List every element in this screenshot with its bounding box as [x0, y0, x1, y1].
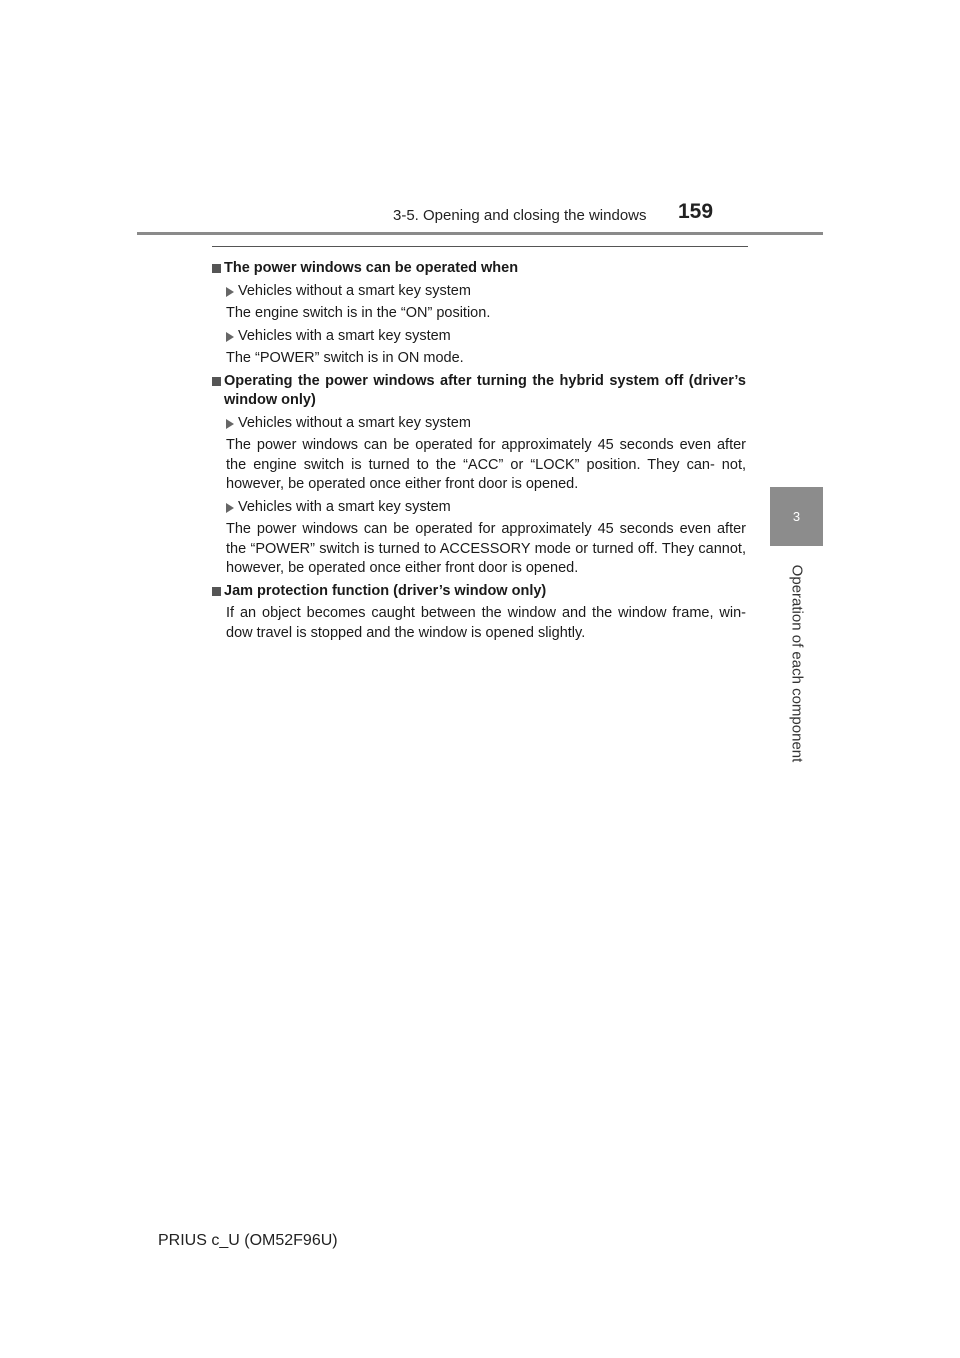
triangle-bullet-icon — [226, 419, 234, 429]
section-rule — [212, 246, 748, 247]
chapter-strip — [770, 546, 823, 780]
triangle-bullet-icon — [226, 503, 234, 513]
page-number: 159 — [678, 200, 714, 223]
chapter-title-container — [770, 546, 823, 780]
paragraph: The “POWER” switch is in ON mode. — [226, 350, 464, 366]
list-item — [212, 282, 746, 302]
square-bullet-icon — [212, 587, 221, 596]
bullet-text: Vehicles with a smart key system — [238, 327, 451, 344]
square-bullet-icon — [212, 264, 221, 273]
footer-model-code: PRIUS c_U (OM52F96U) — [158, 1232, 338, 1249]
header-section-title: 3-5. Opening and closing the windows — [393, 207, 647, 224]
section-heading — [212, 372, 746, 411]
list-item — [212, 414, 746, 434]
page-content — [212, 256, 746, 643]
header-rule — [137, 232, 823, 235]
bullet-text: Vehicles with a smart key system — [238, 498, 451, 515]
chapter-tab: 3 — [770, 487, 823, 546]
paragraph: The power windows can be operated for approximately 45 seconds even after the “POWER” switch is turned to ACCESSORY mode or turned off. They cannot, however, be operated once either front door is opened. — [226, 521, 746, 576]
section-heading — [212, 259, 746, 279]
bullet-text: Vehicles without a smart key system — [238, 282, 471, 299]
paragraph: The engine switch is in the “ON” position. — [226, 305, 491, 321]
square-bullet-icon — [212, 377, 221, 386]
triangle-bullet-icon — [226, 287, 234, 297]
chapter-title: Operation of each component — [788, 564, 806, 762]
triangle-bullet-icon — [226, 332, 234, 342]
paragraph: The power windows can be operated for approximately 45 seconds even after the engine switch is turned to the “ACC” or “LOCK” position. They can- not, however, be operated once either front door is opened. — [226, 437, 746, 492]
section-heading — [212, 582, 746, 602]
section-heading-text: The power windows can be operated when — [224, 260, 519, 276]
section-heading-text: Operating the power windows after turning the hybrid system off (driver’s window only) — [224, 372, 746, 408]
section-heading-text: Jam protection function (driver’s window only) — [224, 582, 547, 599]
list-item — [212, 327, 746, 347]
list-item — [212, 498, 746, 518]
bullet-text: Vehicles without a smart key system — [238, 414, 471, 431]
paragraph: If an object becomes caught between the window and the window frame, win- dow travel is stopped and the window is opened slightly. — [226, 605, 746, 641]
